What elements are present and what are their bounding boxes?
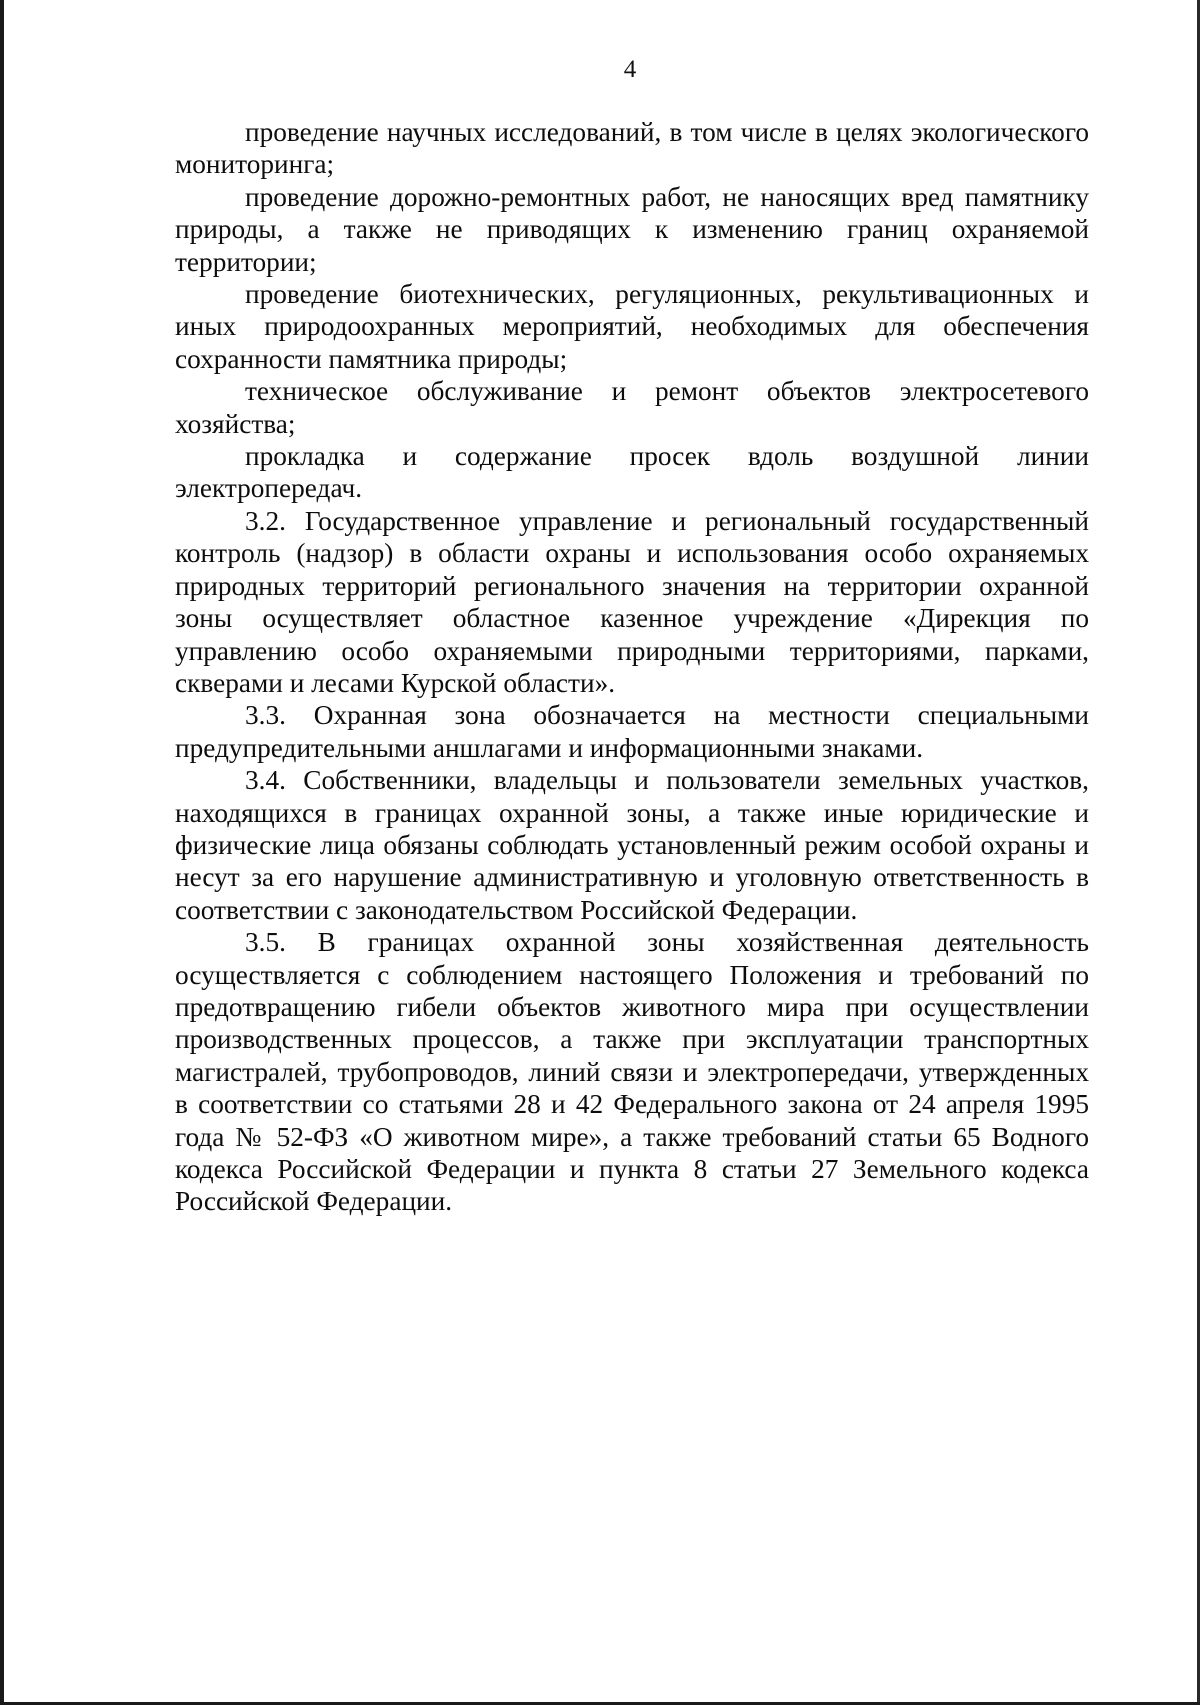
paragraph-clearing-power-lines: прокладка и содержание просек вдоль воздушной линии электропередач. [175, 441, 1089, 504]
page-number: 4 [623, 56, 637, 83]
document-body [175, 116, 1089, 1218]
scan-edge-left [0, 0, 4, 1705]
paragraph-section-3-4: 3.4. Собственники, владельцы и пользователи земельных участков, находящихся в границах охранной зоны, а также иные юридические и физические лица обязаны соблюдать установленный режим особой охраны и несут за его нарушение административную и уголовную ответственность в соответствии с законодательством Российской Федерации. [175, 765, 1089, 925]
paragraph-section-3-2: 3.2. Государственное управление и региональный государственный контроль (надзор) в области охраны и использования особо охраняемых природных территорий регионального значения на территории охранной зоны осуществляет областное казенное учреждение «Дирекция по управлению особо охраняемыми природными территориями, парками, скверами и лесами Курской области». [175, 505, 1089, 698]
paragraph-biotechnical-measures: проведение биотехнических, регуляционных, рекультивационных и иных природоохранных мероприятий, необходимых для обеспечения сохранности памятника природы; [175, 279, 1089, 374]
paragraph-section-3-3: 3.3. Охранная зона обозначается на местности специальными предупредительными аншлагами и информационными знаками. [175, 700, 1089, 763]
paragraph-research: проведение научных исследований, в том числе в целях экологического мониторинга; [175, 117, 1089, 180]
paragraph-section-3-5: 3.5. В границах охранной зоны хозяйственная деятельность осуществляется с соблюдением настоящего Положения и требований по предотвращению гибели объектов животного мира при осуществлении производственных процессов, а также при эксплуатации транспортных магистралей, трубопроводов, линий связи и электропередачи, утвержденных в соответствии со статьями 28 и 42 Федерального закона от 24 апреля 1995 года № 52-ФЗ «О животном мире», а также требований статьи 65 Водного кодекса Российской Федерации и пункта 8 статьи 27 Земельного кодекса Российской Федерации. [175, 927, 1089, 1217]
paragraph-road-works: проведение дорожно-ремонтных работ, не наносящих вред памятнику природы, а также не приводящих к изменению границ охраняемой территории; [175, 181, 1089, 277]
paragraph-electrical-maintenance: техническое обслуживание и ремонт объектов электросетевого хозяйства; [175, 376, 1089, 439]
